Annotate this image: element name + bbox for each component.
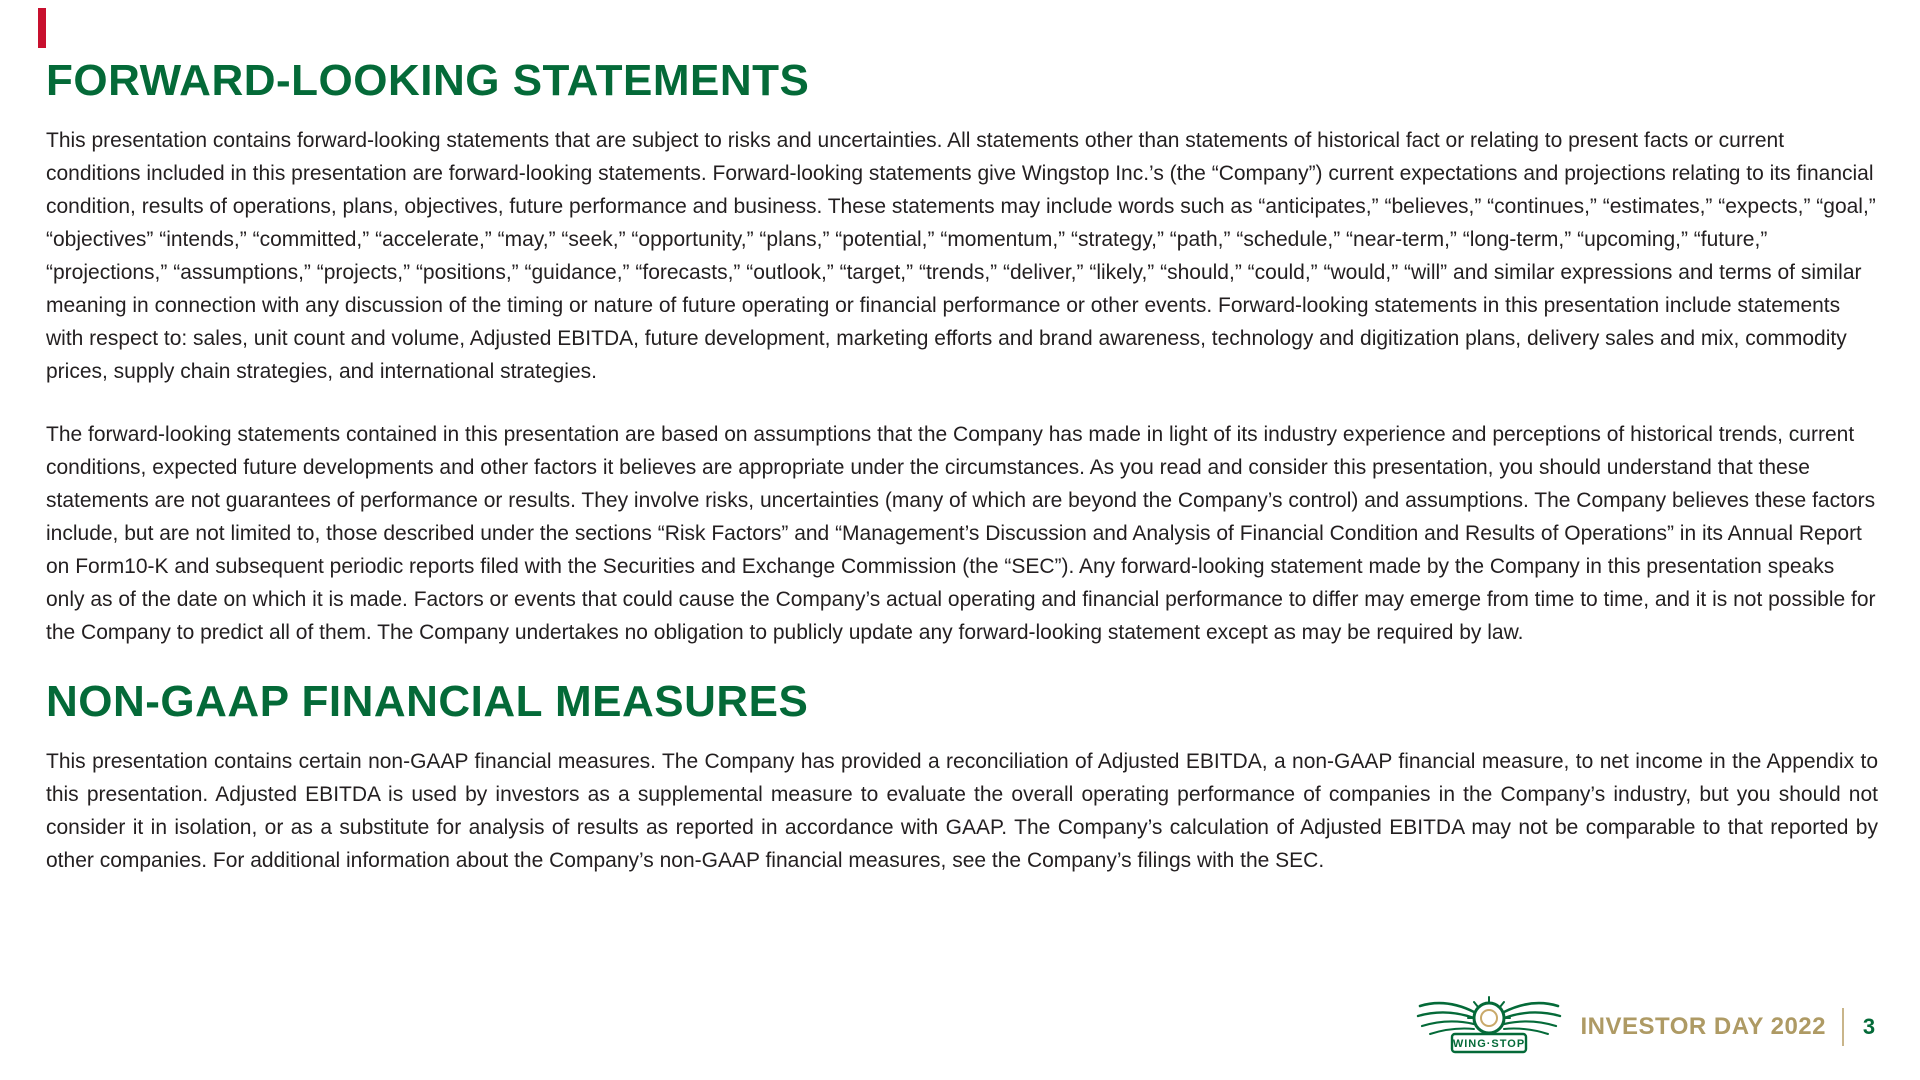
red-accent-bar: [38, 8, 46, 48]
investor-day-label: INVESTOR DAY 2022: [1580, 1013, 1826, 1040]
footer-divider: [1842, 1008, 1844, 1046]
non-gaap-paragraph-1: This presentation contains certain non-GAAP financial measures. The Company has provided a reconciliation of Adjusted EBITDA, a non-GAAP financial measure, to net income in the Appendix to this presentation. Adjusted EBITDA is used by investors as a supplemental measure to evaluate the overall operating performance of companies in the Company’s industry, but you should not consider it in isolation, or as a substitute for analysis of results as reported in accordance with GAAP. The Company’s calculation of Adjusted EBITDA may not be comparable to that reported by other companies. For additional information about the Company’s non-GAAP financial measures, see the Company’s filings with the SEC.: [46, 750, 1878, 873]
wingstop-logo: [1414, 994, 1564, 1060]
page-number: 3: [1862, 1014, 1876, 1039]
slide-footer: [1414, 994, 1878, 1060]
non-gaap-measures-title: NON-GAAP FINANCIAL MEASURES: [46, 677, 809, 727]
wingstop-logo-graphic: [1414, 994, 1564, 1060]
wingstop-logo-text: WING·STOP: [1453, 1038, 1526, 1050]
slide-content: [46, 58, 1878, 907]
forward-looking-paragraph-2: The forward-looking statements contained in this presentation are based on assumptions that the Company has made in light of its industry experience and perceptions of historical trends, current conditions, expected future developments and other factors it believes are appropriate under the circumstances. As you read and consider this presentation, you should understand that these statements are not guarantees of performance or results. They involve risks, uncertainties (many of which are beyond the Company’s control) and assumptions. The Company believes these factors include, but are not limited to, those described under the sections “Risk Factors” and “Management’s Discussion and Analysis of Financial Condition and Results of Operations” in its Annual Report on Form10-K and subsequent periodic reports filed with the Securities and Exchange Commission (the “SEC”). Any forward-looking statement made by the Company in this presentation speaks only as of the date on which it is made. Factors or events that could cause the Company’s actual operating and financial performance to differ may emerge from time to time, and it is not possible for the Company to predict all of them. The Company undertakes no obligation to publicly update any forward-looking statement except as may be required by law.: [46, 423, 1876, 645]
forward-looking-paragraph-1: This presentation contains forward-looking statements that are subject to risks and uncertainties. All statements other than statements of historical fact or relating to present facts or current conditions included in this presentation are forward-looking statements. Forward-looking statements give Wingstop Inc.’s (the “Company”) current expectations and projections relating to its financial condition, results of operations, plans, objectives, future performance and business. These statements may include words such as “anticipates,” “believes,” “continues,” “estimates,” “expects,” “goal,” “objectives” “intends,” “committed,” “accelerate,” “may,” “seek,” “opportunity,” “plans,” “potential,” “momentum,” “strategy,” “path,” “schedule,” “near-term,” “long-term,” “upcoming,” “future,” “projections,” “assumptions,” “projects,” “positions,” “guidance,” “forecasts,” “outlook,” “target,” “trends,” “deliver,” “likely,” “should,” “could,” “would,” “will” and similar expressions and terms of similar meaning in connection with any discussion of the timing or nature of future operating or financial performance or other events. Forward-looking statements in this presentation include statements with respect to: sales, unit count and volume, Adjusted EBITDA, future development, marketing efforts and brand awareness, technology and digitization plans, delivery sales and mix, commodity prices, supply chain strategies, and international strategies.: [46, 129, 1876, 384]
forward-looking-statements-title: FORWARD-LOOKING STATEMENTS: [46, 56, 810, 105]
